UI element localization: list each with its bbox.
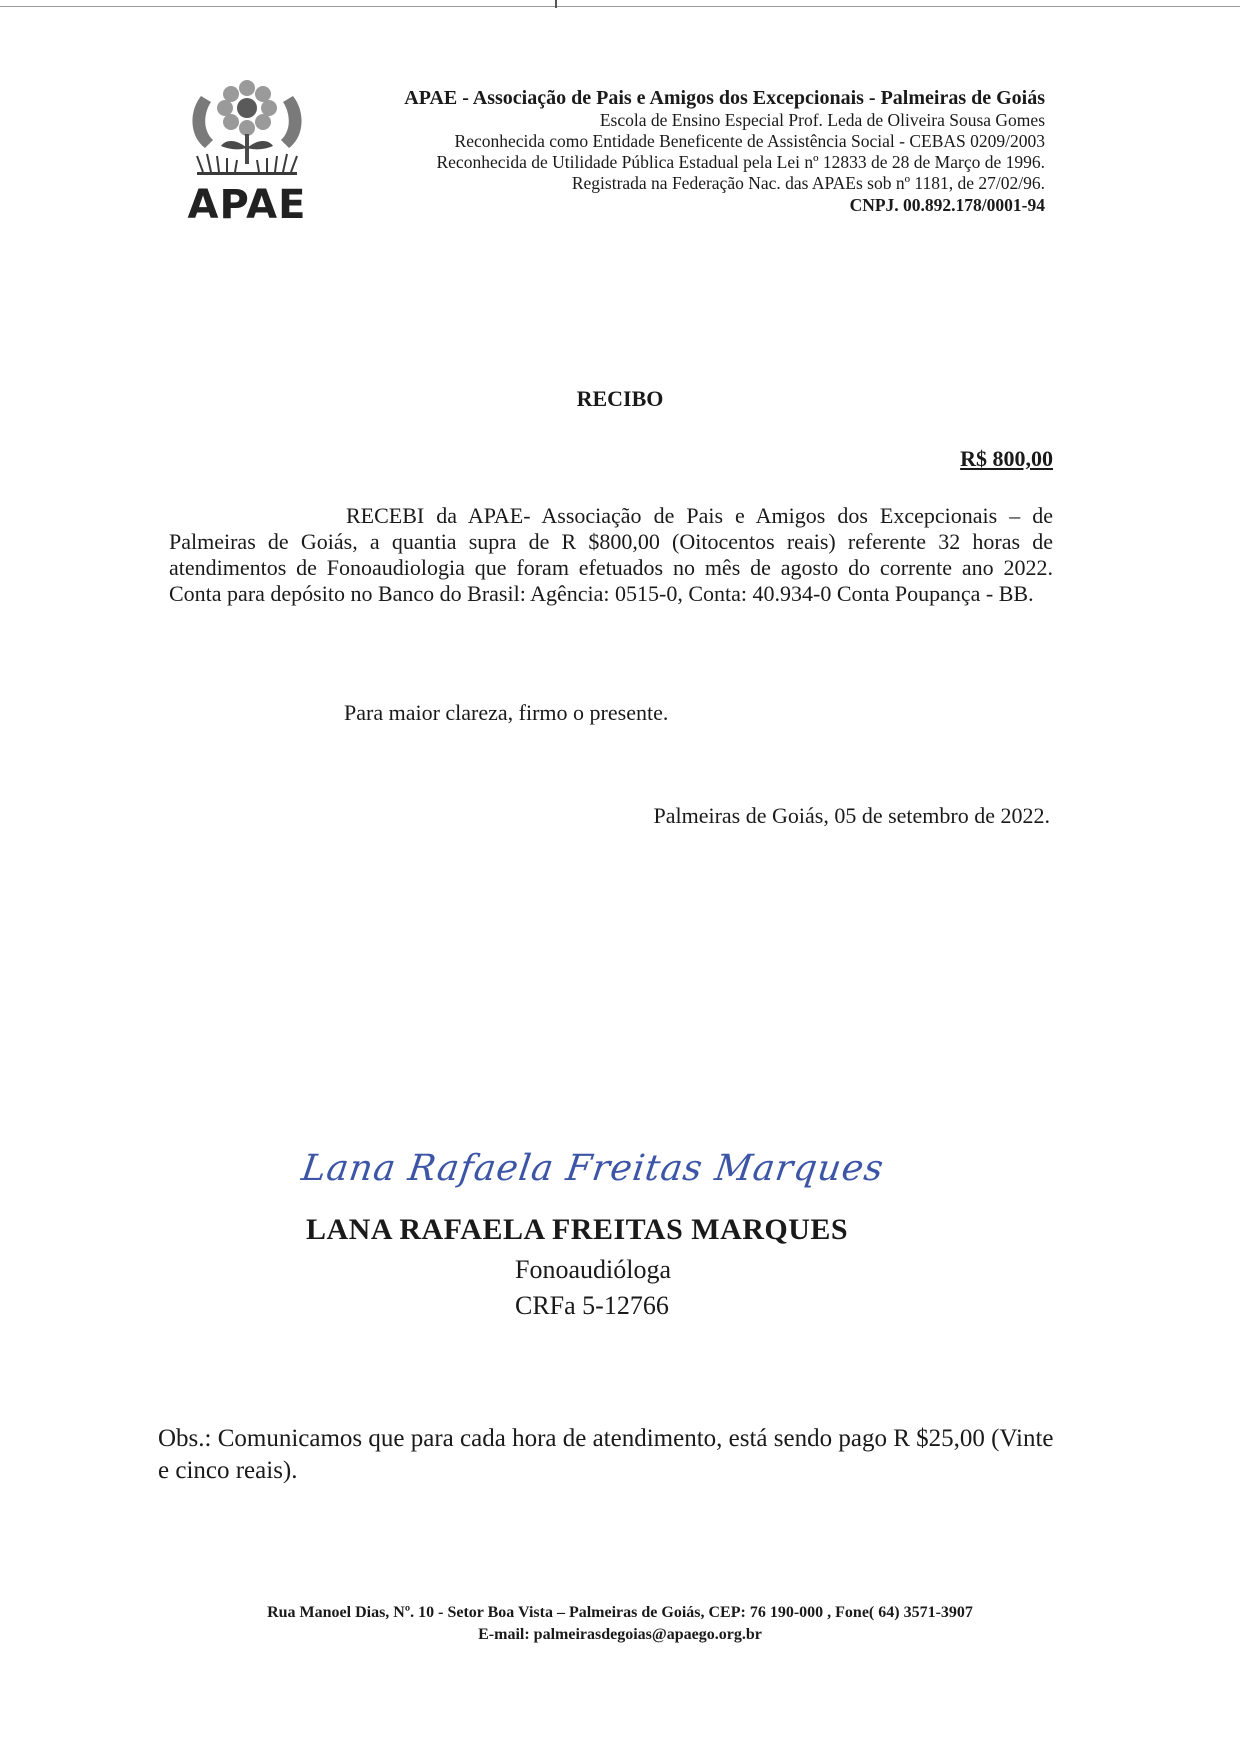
page-top-rule	[0, 6, 1240, 7]
page-top-mark	[555, 0, 557, 8]
school-name: Escola de Ensino Especial Prof. Leda de Oliveira Sousa Gomes	[599, 110, 1045, 130]
federation-registration: Registrada na Federação Nac. das APAEs sob nº 1181, de 27/02/96.	[571, 173, 1045, 193]
signer-registration: CRFa 5-12766	[515, 1291, 669, 1320]
footer-email: E-mail: palmeirasdegoias@apaego.org.br	[478, 1626, 762, 1643]
handwritten-signature: Lana Rafaela Freitas Marques	[299, 1148, 887, 1189]
observation-note: Obs.: Comunicamos que para cada hora de atendimento, está sendo pago R $25,00 (Vinte e cinco reais).	[158, 1425, 1054, 1484]
institution-name: APAE - Associação de Pais e Amigos dos Excepcionais - Palmeiras de Goiás	[404, 87, 1045, 109]
receipt-amount: R$ 800,00	[960, 446, 1053, 471]
signer-role: Fonoaudióloga	[515, 1255, 671, 1284]
cnpj: CNPJ. 00.892.178/0001-94	[849, 195, 1045, 215]
footer-address: Rua Manoel Dias, Nº. 10 - Setor Boa Vista – Palmeiras de Goiás, CEP: 76 190-000 , Fone( 64) 3571-3907	[267, 1604, 973, 1621]
signer-name: LANA RAFAELA FREITAS MARQUES	[306, 1213, 849, 1246]
place-and-date: Palmeiras de Goiás, 05 de setembro de 2022.	[653, 803, 1050, 828]
letterhead	[285, 86, 1045, 216]
cebas-registration: Reconhecida como Entidade Beneficente de Assistência Social - CEBAS 0209/2003	[454, 131, 1045, 151]
footer	[0, 1602, 1240, 1646]
logo-wordmark: APAE	[187, 182, 307, 228]
receipt-body: RECEBI da APAE- Associação de Pais e Amigos dos Excepcionais – de Palmeiras de Goiás, a quantia supra de R $800,00 (Oitocentos reais) referente 32 horas de atendimentos de Fonoaudiologia que foram efetuados no mês de agosto do corrente ano 2022. Conta para depósito no Banco do Brasil: Agência: 0515-0, Conta: 40.934-0 Conta Poupança - BB.	[169, 503, 1053, 606]
public-utility-law: Reconhecida de Utilidade Pública Estadual pela Lei nº 12833 de 28 de Março de 1996.	[436, 152, 1045, 172]
document-title: RECIBO	[576, 386, 664, 411]
clarity-statement: Para maior clareza, firmo o presente.	[344, 700, 669, 725]
